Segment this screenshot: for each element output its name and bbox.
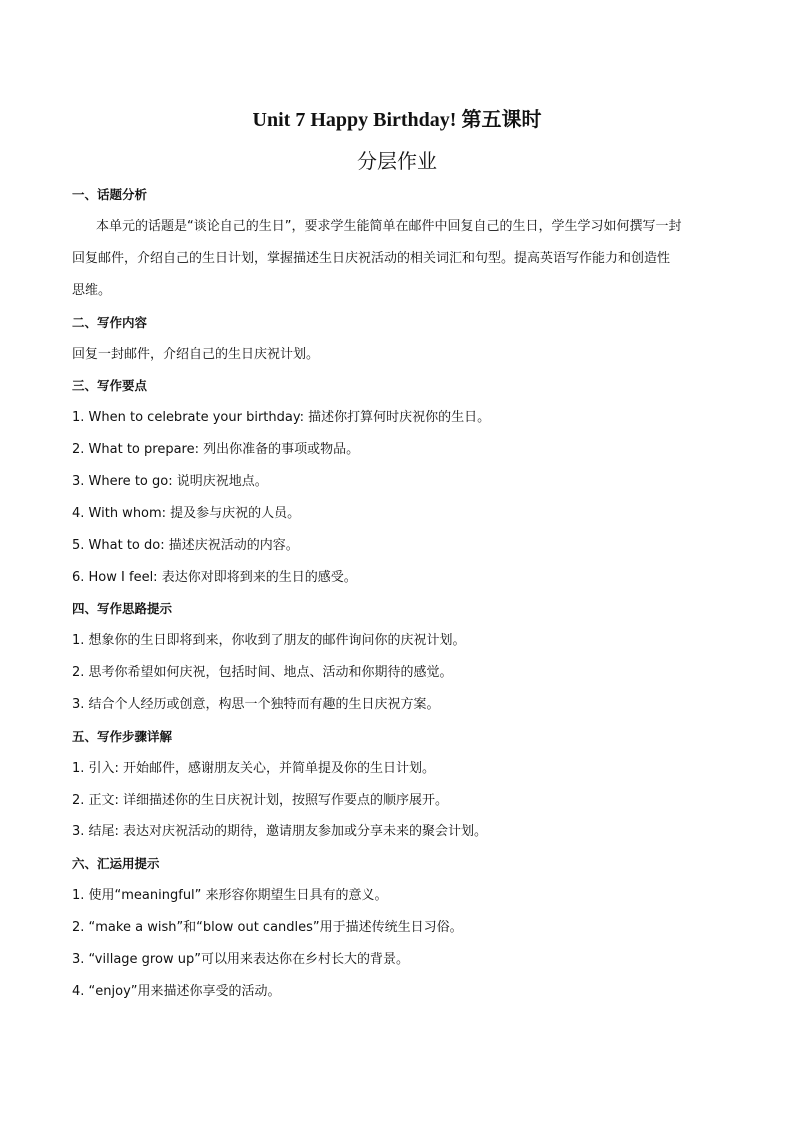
paragraph-line: 回复一封邮件，介绍自己的生日庆祝计划。 — [72, 347, 320, 362]
list-item: 2. 正文: 详细描述你的生日庆祝计划，按照写作要点的顺序展开。 — [72, 793, 449, 808]
section-heading-points: 三、写作要点 — [72, 378, 148, 393]
list-item: 1. When to celebrate your birthday: 描述你打算何时庆祝你的生日。 — [72, 410, 491, 425]
list-item: 1. 想象你的生日即将到来，你收到了朋友的邮件询问你的庆祝计划。 — [72, 633, 466, 648]
page-subtitle: 分层作业 — [357, 149, 437, 173]
list-item: 3. “village grow up”可以用来表达你在乡村长大的背景。 — [72, 952, 409, 967]
section-heading-content: 二、写作内容 — [72, 315, 148, 330]
section-heading-ideas: 四、写作思路提示 — [72, 601, 173, 616]
list-item: 3. Where to go: 说明庆祝地点。 — [72, 474, 268, 489]
list-item: 4. With whom: 提及参与庆祝的人员。 — [72, 506, 301, 521]
page-title: Unit 7 Happy Birthday! 第五课时 — [252, 109, 542, 131]
list-item: 3. 结尾: 表达对庆祝活动的期待，邀请朋友参加或分享未来的聚会计划。 — [72, 824, 488, 839]
list-item: 5. What to do: 描述庆祝活动的内容。 — [72, 538, 299, 553]
list-item: 1. 使用“meaningful” 来形容你期望生日具有的意义。 — [72, 888, 388, 903]
paragraph-line: 思维。 — [72, 283, 112, 298]
list-item: 3. 结合个人经历或创意，构思一个独特而有趣的生日庆祝方案。 — [72, 697, 440, 712]
list-item: 2. “make a wish”和“blow out candles”用于描述传统生日习俗。 — [72, 920, 463, 935]
list-item: 1. 引入: 开始邮件，感谢朋友关心，并简单提及你的生日计划。 — [72, 761, 436, 776]
section-heading-topic: 一、话题分析 — [72, 187, 148, 202]
list-item: 4. “enjoy”用来描述你享受的活动。 — [72, 984, 281, 999]
list-item: 2. What to prepare: 列出你准备的事项或物品。 — [72, 442, 360, 457]
paragraph-line: 本单元的话题是“谈论自己的生日”，要求学生能简单在邮件中回复自己的生日，学生学习如何撰写一封 — [96, 219, 682, 234]
section-heading-steps: 五、写作步骤详解 — [72, 729, 173, 744]
paragraph-line: 回复邮件，介绍自己的生日计划，掌握描述生日庆祝活动的相关词汇和句型。提高英语写作能力和创造性 — [72, 251, 671, 266]
list-item: 6. How I feel: 表达你对即将到来的生日的感受。 — [72, 570, 357, 585]
list-item: 2. 思考你希望如何庆祝，包括时间、地点、活动和你期待的感觉。 — [72, 665, 453, 680]
section-heading-vocab: 六、汇运用提示 — [72, 856, 160, 871]
